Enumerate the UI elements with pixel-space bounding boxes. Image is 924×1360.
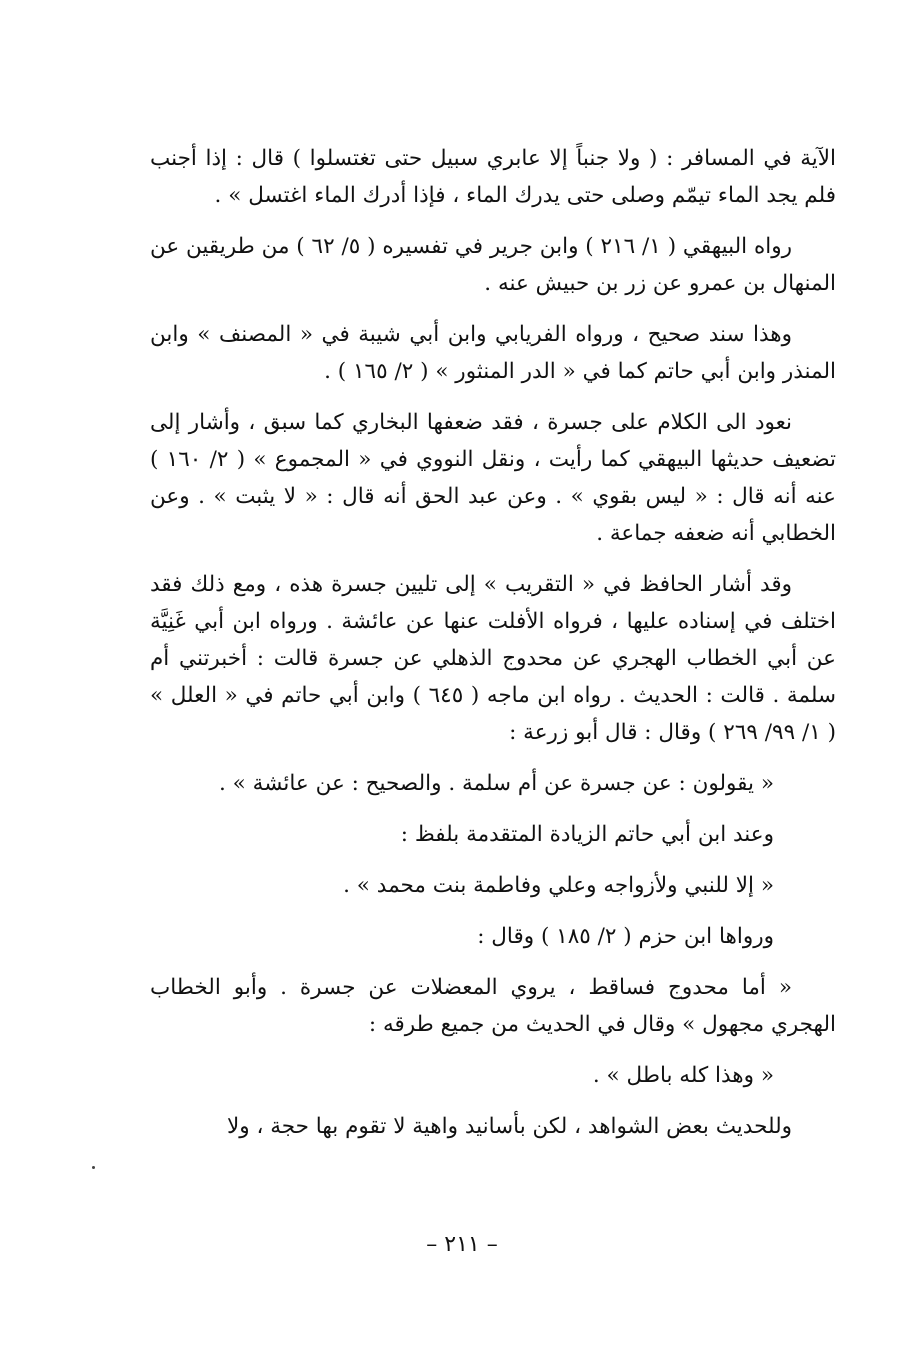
paragraph-1: الآية في المسافر : ( ولا جنباً إلا عابري سبيل حتى تغتسلوا ) قال : إذا أجنب فلم يجد الماء تيمّم وصلى حتى يدرك الماء ، فإذا أدرك الماء اغتسل » .	[150, 146, 836, 208]
page-body	[150, 140, 836, 1159]
paragraph-4: نعود الى الكلام على جسرة ، فقد ضعفها البخاري كما سبق ، وأشار إلى تضعيف حديثها البيهقي كما رأيت ، ونقل النووي في « المجموع » ( ٢/ ١٦٠ ) عنه أنه قال : « ليس بقوي » . وعن عبد الحق أنه قال : « لا يثبت » . وعن الخطابي أنه ضعفه جماعة .	[150, 410, 837, 546]
quote-2: « إلا للنبي ولأزواجه وعلي وفاطمة بنت محمد » .	[343, 873, 774, 898]
paragraph-2: رواه البيهقي ( ١/ ٢١٦ ) وابن جرير في تفسيره ( ٥/ ٦٢ ) من طريقين عن المنهال بن عمرو عن زر بن حبيش عنه .	[150, 234, 836, 296]
paragraph-8: وللحديث بعض الشواهد ، لكن بأسانيد واهية لا تقوم بها حجة ، ولا	[227, 1114, 792, 1139]
quote-1: « يقولون : عن جسرة عن أم سلمة . والصحيح : عن عائشة » .	[219, 771, 774, 796]
paragraph-6: وعند ابن أبي حاتم الزيادة المتقدمة بلفظ :	[400, 822, 774, 847]
page-number: – ٢١١ –	[426, 1232, 498, 1257]
scan-speck	[92, 1166, 95, 1169]
paragraph-7: ورواها ابن حزم ( ٢/ ١٨٥ ) وقال :	[477, 924, 774, 949]
quote-3: « أما محدوج فساقط ، يروي المعضلات عن جسرة . وأبو الخطاب الهجري مجهول » وقال في الحديث من جميع طرقه :	[150, 975, 836, 1037]
quote-4: « وهذا كله باطل » .	[592, 1063, 774, 1088]
paragraph-3: وهذا سند صحيح ، ورواه الفريابي وابن أبي شيبة في « المصنف » وابن المنذر وابن أبي حاتم كما في « الدر المنثور » ( ٢/ ١٦٥ ) .	[150, 322, 836, 384]
paragraph-5: وقد أشار الحافظ في « التقريب » إلى تليين جسرة هذه ، ومع ذلك فقد اختلف في إسناده عليها ، فرواه الأفلت عنها عن عائشة . ورواه ابن أبي غَنِيَّة عن أبي الخطاب الهجري عن محدوج الذهلي عن جسرة قالت : أخبرتني أم سلمة . قالت : الحديث . رواه ابن ماجه ( ٦٤٥ ) وابن أبي حاتم في « العلل » ( ١/ ٩٩/ ٢٦٩ ) وقال : قال أبو زرعة :	[150, 572, 836, 745]
